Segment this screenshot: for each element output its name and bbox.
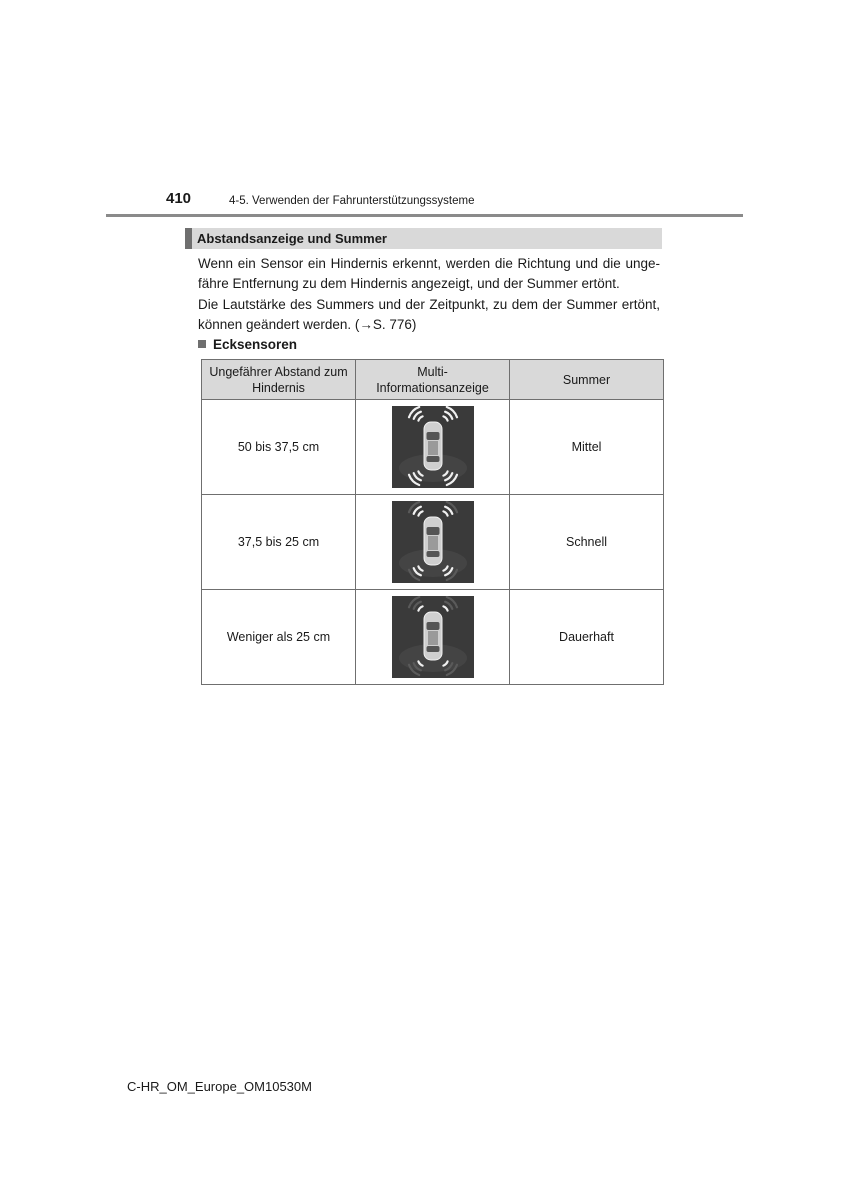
header-rule (106, 214, 743, 217)
display-cell (356, 590, 510, 685)
buzzer-cell: Schnell (510, 495, 664, 590)
car-roof (428, 441, 438, 455)
distance-cell: 37,5 bis 25 cm (202, 495, 356, 590)
sensor-display-image (392, 596, 474, 678)
sensor-table (201, 359, 664, 685)
table-row (202, 400, 664, 495)
header-buzzer (510, 360, 664, 400)
car-roof (428, 536, 438, 550)
paragraph-intro (198, 254, 660, 294)
paragraph-settings-line-1: Die Lautstärke des Summers und der Zeitpunkt, zu dem der Summer ertönt, (198, 297, 660, 312)
car-rear-window (426, 456, 439, 462)
car-rear-window (426, 551, 439, 557)
car-windshield (426, 527, 439, 535)
paragraph-intro-line-2: fähre Entfernung zu dem Hindernis angezeigt, und der Summer ertönt. (198, 276, 620, 291)
page-number: 410 (166, 190, 192, 207)
section-heading: Abstandsanzeige und Summer (185, 228, 662, 249)
buzzer-cell: Dauerhaft (510, 590, 664, 685)
display-cell (356, 400, 510, 495)
car-rear-window (426, 646, 439, 652)
sensor-display-image (392, 406, 474, 488)
subheading-label: Ecksensoren (213, 337, 298, 352)
car-roof (428, 631, 438, 645)
header-display-label: Multi-Informationsanzeige (376, 364, 489, 395)
footer-code: C-HR_OM_Europe_OM10530M (127, 1079, 312, 1094)
distance-cell: Weniger als 25 cm (202, 590, 356, 685)
table-row (202, 495, 664, 590)
distance-cell: 50 bis 37,5 cm (202, 400, 356, 495)
display-cell (356, 495, 510, 590)
header-display (356, 360, 510, 400)
sensor-display-image (392, 501, 474, 583)
car-windshield (426, 432, 439, 440)
header-distance (202, 360, 356, 400)
buzzer-cell: Mittel (510, 400, 664, 495)
paragraph-settings (198, 295, 660, 335)
car-windshield (426, 622, 439, 630)
subheading-corner-sensors (198, 337, 297, 352)
paragraph-settings-line-2: können geändert werden. (→S. 776) (198, 317, 417, 332)
header-buzzer-label: Summer (562, 372, 611, 387)
table-header-row (202, 360, 664, 400)
section-path: 4-5. Verwenden der Fahrunterstützungssysteme (229, 195, 475, 207)
paragraph-intro-line-1: Wenn ein Sensor ein Hindernis erkennt, werden die Richtung und die unge- (198, 256, 660, 271)
header-distance-label: Ungefährer Abstand zum Hindernis (209, 364, 348, 395)
table-row (202, 590, 664, 685)
square-bullet-icon (198, 340, 206, 348)
